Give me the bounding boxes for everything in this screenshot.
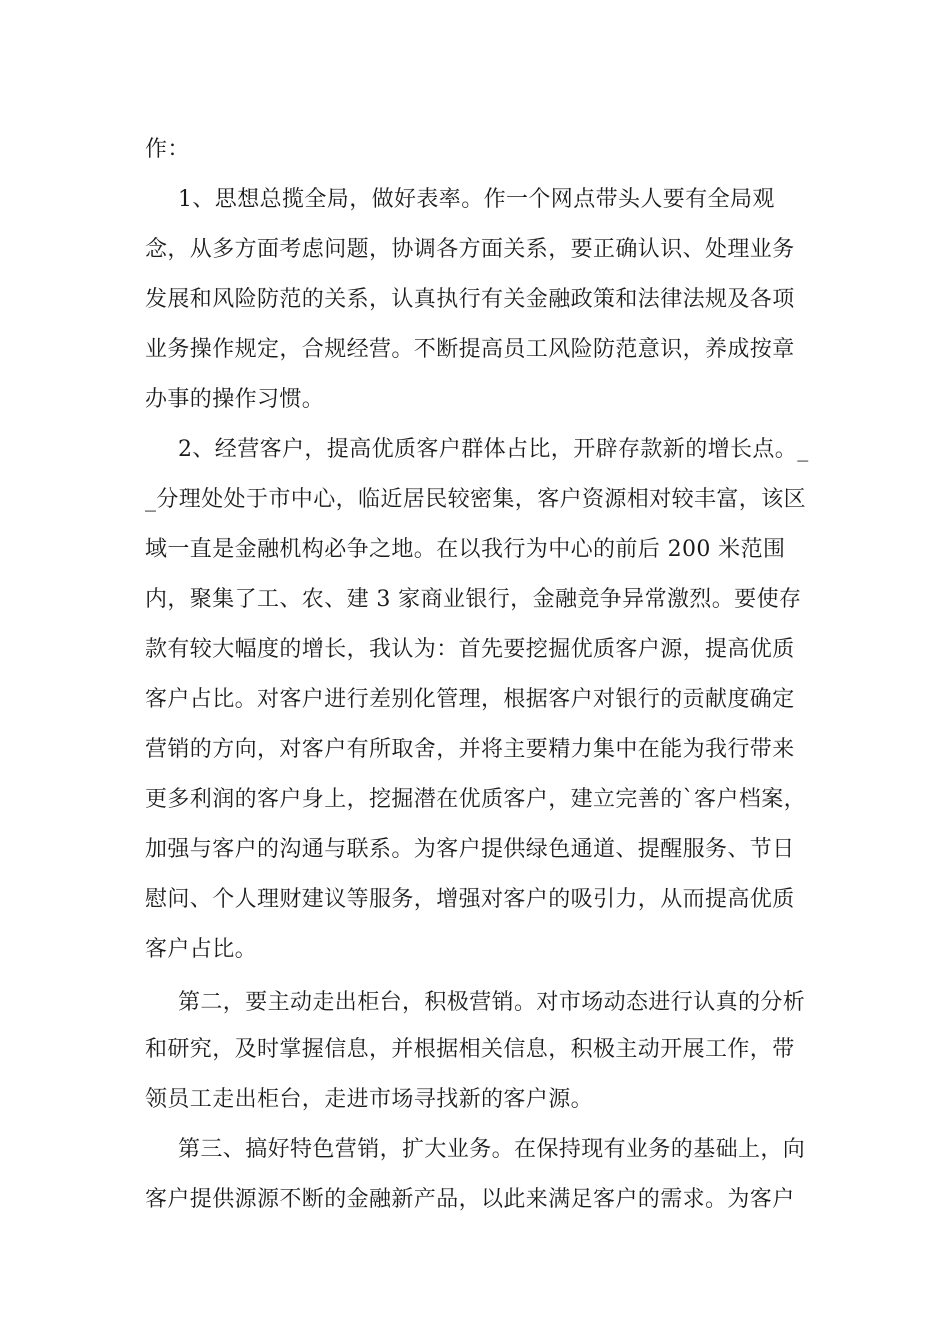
text-line: 业务操作规定，合规经营。不断提高员工风险防范意识，养成按章 <box>145 337 795 362</box>
text-line: 客户占比。 <box>145 937 258 962</box>
paragraph-3-line: 第二，要主动走出柜台，积极营销。对市场动态进行认真的分析 <box>178 990 806 1015</box>
paragraph-1-line: 1、思想总揽全局，做好表率。作一个网点带头人要有全局观 <box>178 187 775 212</box>
text-line: 发展和风险防范的关系，认真执行有关金融政策和法律法规及各项 <box>145 287 795 312</box>
text-line: 营销的方向，对客户有所取舍，并将主要精力集中在能为我行带来 <box>145 737 795 762</box>
text-line: 念，从多方面考虑问题，协调各方面关系，要正确认识、处理业务 <box>145 237 795 262</box>
text-line: 客户提供源源不断的金融新产品，以此来满足客户的需求。为客户 <box>145 1187 795 1212</box>
text-line: 域一直是金融机构必争之地。在以我行为中心的前后 200 米范围 <box>145 537 786 562</box>
text-line: 慰问、个人理财建议等服务，增强对客户的吸引力，从而提高优质 <box>145 887 795 912</box>
text-line: 办事的操作习惯。 <box>145 387 325 412</box>
text-line: 领员工走出柜台，走进市场寻找新的客户源。 <box>145 1087 594 1112</box>
paragraph-2-line: 2、经营客户，提高优质客户群体占比，开辟存款新的增长点。_ <box>178 437 809 462</box>
text-line: 加强与客户的沟通与联系。为客户提供绿色通道、提醒服务、节日 <box>145 837 795 862</box>
text-line: _分理处处于市中心，临近居民较密集，客户资源相对较丰富，该区 <box>145 487 807 512</box>
text-line: 和研究，及时掌握信息，并根据相关信息，积极主动开展工作，带 <box>145 1037 795 1062</box>
paragraph-4-line: 第三、搞好特色营销，扩大业务。在保持现有业务的基础上，向 <box>178 1137 806 1162</box>
text-line: 更多利润的客户身上，挖掘潜在优质客户，建立完善的`客户档案， <box>145 787 807 812</box>
text-line: 款有较大幅度的增长，我认为：首先要挖掘优质客户源，提高优质 <box>145 637 795 662</box>
text-line: 作： <box>145 137 190 162</box>
text-line: 客户占比。对客户进行差别化管理，根据客户对银行的贡献度确定 <box>145 687 795 712</box>
text-line: 内，聚集了工、农、建 3 家商业银行，金融竞争异常激烈。要使存 <box>145 587 802 612</box>
